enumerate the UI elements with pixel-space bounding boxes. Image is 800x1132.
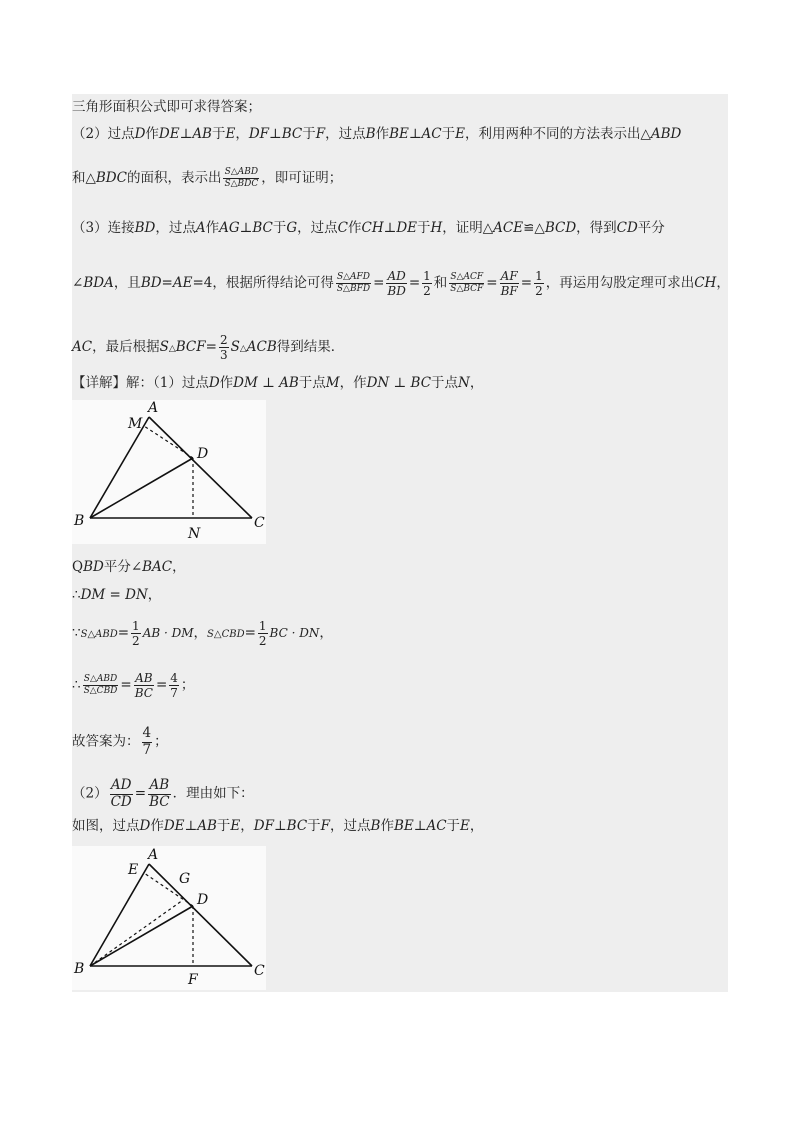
text-line-13 xyxy=(72,779,254,809)
text: D xyxy=(134,126,146,142)
denominator: S△BCF xyxy=(450,284,484,294)
text: ， xyxy=(193,625,208,641)
fraction xyxy=(134,672,154,699)
triangle-diagram-2 xyxy=(72,846,266,990)
text: S△ABD xyxy=(80,629,118,640)
text: △ xyxy=(168,344,176,354)
text: ，最后根据 xyxy=(92,339,160,355)
text: = xyxy=(155,677,168,693)
text: DE xyxy=(158,126,180,142)
label-d: D xyxy=(197,892,209,908)
text: ⊥ xyxy=(269,126,282,142)
text: 于 xyxy=(417,220,431,236)
denominator: 2 xyxy=(423,284,431,298)
fraction xyxy=(169,672,179,699)
text: ； xyxy=(154,733,168,750)
text: DE xyxy=(396,220,417,236)
text: 三角形面积公式即可求得答案； xyxy=(72,99,261,115)
label-a: A xyxy=(148,847,159,863)
text: ∠ xyxy=(72,275,84,291)
text: ， xyxy=(469,818,484,834)
text: 4，根据所得结论可得 xyxy=(203,275,334,291)
text: Q xyxy=(72,559,84,575)
numerator: AD xyxy=(387,269,406,283)
text: DE xyxy=(163,818,185,834)
line-ba xyxy=(90,417,149,518)
text: 平分 xyxy=(637,220,665,236)
text: （2） xyxy=(72,785,108,802)
text: ； xyxy=(180,677,195,693)
text-line-8 xyxy=(72,558,186,576)
fraction xyxy=(534,270,544,297)
text: DN ⊥ BC xyxy=(366,375,432,391)
text: ABD xyxy=(650,126,682,142)
text: AC xyxy=(72,339,93,355)
fraction xyxy=(110,779,133,809)
text: ∴ xyxy=(72,587,81,603)
text: ⊥ xyxy=(273,818,287,834)
numerator: AF xyxy=(500,269,518,283)
label-f: F xyxy=(188,972,198,988)
denominator: 2 xyxy=(132,634,140,648)
numerator: 4 xyxy=(170,671,178,685)
text: = xyxy=(244,625,256,641)
text: = xyxy=(373,275,385,291)
text: ， xyxy=(172,559,186,575)
fraction xyxy=(223,168,259,189)
text: ⊥ xyxy=(408,126,422,142)
text-line-7 xyxy=(72,374,483,392)
text: DM = DN xyxy=(80,587,148,603)
text: BC xyxy=(286,818,308,834)
text: 于点 xyxy=(431,375,459,391)
denominator: BD xyxy=(387,284,406,298)
text: ．理由如下： xyxy=(172,785,254,802)
text: ，且 xyxy=(113,275,141,291)
denominator: 7 xyxy=(142,741,152,758)
denominator: 3 xyxy=(219,348,228,362)
text: = xyxy=(205,339,217,355)
text: G xyxy=(286,220,298,236)
label-d: D xyxy=(197,446,209,462)
text: △ xyxy=(239,344,247,354)
text: 作 xyxy=(145,126,159,142)
numerator: 1 xyxy=(535,269,543,283)
text-line-1 xyxy=(72,98,261,116)
numerator: 2 xyxy=(219,333,228,347)
fraction xyxy=(422,270,432,297)
text-line-12 xyxy=(72,727,168,757)
numerator: AB xyxy=(149,777,170,793)
text: DM ⊥ AB xyxy=(233,375,299,391)
text: BC xyxy=(252,220,273,236)
text: （3）连接 xyxy=(72,220,135,236)
line-ac xyxy=(149,864,252,966)
text-line-10 xyxy=(72,620,333,647)
text: = xyxy=(134,785,147,802)
text: 于 xyxy=(307,818,321,834)
text: BD xyxy=(83,559,104,575)
text: F xyxy=(320,818,331,834)
text: ⊥ xyxy=(413,818,427,834)
text: M xyxy=(325,375,340,391)
label-n: N xyxy=(188,526,201,542)
text: AC xyxy=(421,126,442,142)
text: CD xyxy=(616,220,638,236)
text: 于 xyxy=(272,220,287,236)
text: CH xyxy=(361,220,384,236)
text-line-14 xyxy=(72,817,483,835)
numerator: S△ABD xyxy=(83,674,118,684)
text: B xyxy=(370,818,381,834)
text: F xyxy=(315,126,326,142)
numerator: AB xyxy=(135,671,153,685)
text: 作 xyxy=(150,818,164,834)
denominator: S△BFD xyxy=(336,284,371,294)
text: BAC xyxy=(142,559,173,575)
text-line-11 xyxy=(72,672,194,699)
label-b: B xyxy=(74,961,85,977)
text: C xyxy=(337,220,348,236)
denominator: 7 xyxy=(170,686,178,700)
text: ⊥ xyxy=(179,126,193,142)
text: 故答案为： xyxy=(72,733,140,750)
text: H xyxy=(430,220,443,236)
text: ∴ xyxy=(72,677,81,693)
fraction xyxy=(449,273,484,294)
text: E xyxy=(225,126,236,142)
numerator: 1 xyxy=(423,269,431,283)
text: BE xyxy=(389,126,409,142)
label-g: G xyxy=(179,871,191,887)
line-bd xyxy=(90,906,193,966)
text: AC xyxy=(426,818,447,834)
text: ≌△ xyxy=(523,220,545,236)
text: B xyxy=(365,126,376,142)
label-e: E xyxy=(128,862,139,878)
text: BCF xyxy=(175,339,206,355)
numerator: 1 xyxy=(258,619,267,633)
text-line-9 xyxy=(72,586,161,604)
text: 于 xyxy=(441,126,456,142)
line-bd xyxy=(90,458,193,518)
denominator: CD xyxy=(110,793,132,810)
text: BDC xyxy=(95,170,127,186)
numerator: 4 xyxy=(142,725,152,741)
text: A xyxy=(195,220,206,236)
text: 和△ xyxy=(72,170,96,186)
fraction xyxy=(500,270,519,297)
text-line-4 xyxy=(72,219,665,237)
fraction xyxy=(386,270,406,297)
line-ba xyxy=(90,864,149,966)
text: = xyxy=(120,677,132,693)
fraction xyxy=(148,779,171,809)
text: BD=AE= xyxy=(140,275,204,291)
text: 于 xyxy=(446,818,461,834)
text: ACB xyxy=(246,339,277,355)
numerator: S△ACF xyxy=(450,272,484,282)
text: N xyxy=(458,375,470,391)
text: ， xyxy=(147,587,162,603)
fraction xyxy=(131,620,141,647)
text: ，再运用勾股定理可求出 xyxy=(545,275,695,291)
triangle-diagram-1 xyxy=(72,400,266,544)
label-a: A xyxy=(148,400,159,416)
fraction xyxy=(142,727,153,757)
text: ⊥ xyxy=(383,220,397,236)
denominator: S△BDC xyxy=(224,179,259,189)
label-b: B xyxy=(74,513,85,529)
text: 的面积，表示出 xyxy=(126,170,222,186)
line-bg xyxy=(90,900,183,966)
text: ， xyxy=(235,126,249,142)
denominator: S△CBD xyxy=(83,686,118,696)
text: （2）过点 xyxy=(72,126,135,142)
numerator: S△ABD xyxy=(224,167,259,177)
text: E xyxy=(460,818,470,834)
text: ，过点 xyxy=(297,220,338,236)
text: ，证明△ xyxy=(442,220,494,236)
fraction xyxy=(336,273,371,294)
text: 得到结果． xyxy=(276,339,345,355)
text: S△CBD xyxy=(207,629,245,640)
text: S xyxy=(159,339,169,355)
line-dm xyxy=(144,426,193,458)
figure-1 xyxy=(72,400,266,544)
denominator: 2 xyxy=(258,634,267,648)
text: DF xyxy=(253,818,274,834)
fraction xyxy=(83,675,119,696)
text: 于 xyxy=(302,126,316,142)
numerator: S△AFD xyxy=(336,272,370,282)
fraction xyxy=(219,334,229,361)
text: ， xyxy=(716,275,730,291)
text: DF xyxy=(248,126,270,142)
text-line-2 xyxy=(72,125,681,143)
text: 如图，过点 xyxy=(72,818,140,834)
text: 【详解】解：（1）过点 xyxy=(72,375,209,391)
text: BD xyxy=(134,220,156,236)
text-line-3 xyxy=(72,168,342,189)
text: = xyxy=(117,625,130,641)
text: 于 xyxy=(216,818,231,834)
text: CH xyxy=(694,275,717,291)
document-page xyxy=(72,94,728,992)
text: BE xyxy=(393,818,414,834)
text: ，作 xyxy=(339,375,367,391)
text: = xyxy=(486,275,498,291)
denominator: BF xyxy=(500,284,518,298)
label-m: M xyxy=(128,416,143,432)
text: S xyxy=(230,339,240,355)
text: ， xyxy=(319,625,333,641)
text: ，过点 xyxy=(330,818,371,834)
text: ，利用两种不同的方法表示出△ xyxy=(465,126,651,142)
figure-2 xyxy=(72,846,266,990)
text: E xyxy=(455,126,465,142)
numerator: AD xyxy=(110,777,132,793)
text: ， xyxy=(240,818,254,834)
text: = xyxy=(408,275,421,291)
text: ，过点 xyxy=(155,220,196,236)
text: AB · DM xyxy=(142,626,194,640)
text: D xyxy=(139,818,151,834)
text: ⊥ xyxy=(239,220,253,236)
text: AB xyxy=(192,126,212,142)
denominator: BC xyxy=(149,793,170,810)
text: ，过点 xyxy=(325,126,366,142)
text: 作 xyxy=(380,818,394,834)
numerator: 1 xyxy=(132,619,140,633)
text: ，得到 xyxy=(576,220,617,236)
text: ， xyxy=(469,375,484,391)
text: BDA xyxy=(83,275,114,291)
text: = xyxy=(520,275,533,291)
text: AG xyxy=(219,220,240,236)
text: BCD xyxy=(544,220,577,236)
line-ac xyxy=(149,417,252,518)
text-line-6 xyxy=(72,334,344,361)
text-line-5 xyxy=(72,270,730,297)
fraction xyxy=(258,620,268,647)
denominator: 2 xyxy=(535,284,543,298)
denominator: BC xyxy=(134,686,153,700)
text: BC · DN xyxy=(269,626,320,640)
text: ，即可证明； xyxy=(261,170,343,186)
text: AB xyxy=(197,818,217,834)
text: 于点 xyxy=(298,375,326,391)
text: E xyxy=(230,818,241,834)
text: 作 xyxy=(375,126,390,142)
text: D xyxy=(208,375,220,391)
text: BC xyxy=(281,126,303,142)
text: ∵ xyxy=(72,625,81,641)
text: 和 xyxy=(433,275,448,291)
text: 作 xyxy=(348,220,362,236)
label-c: C xyxy=(254,963,265,979)
text: ACE xyxy=(493,220,524,236)
label-c: C xyxy=(254,515,265,531)
text: ⊥ xyxy=(184,818,198,834)
text: 平分∠ xyxy=(103,559,143,575)
text: 于 xyxy=(211,126,226,142)
text: 作 xyxy=(205,220,220,236)
text: 作 xyxy=(219,375,234,391)
